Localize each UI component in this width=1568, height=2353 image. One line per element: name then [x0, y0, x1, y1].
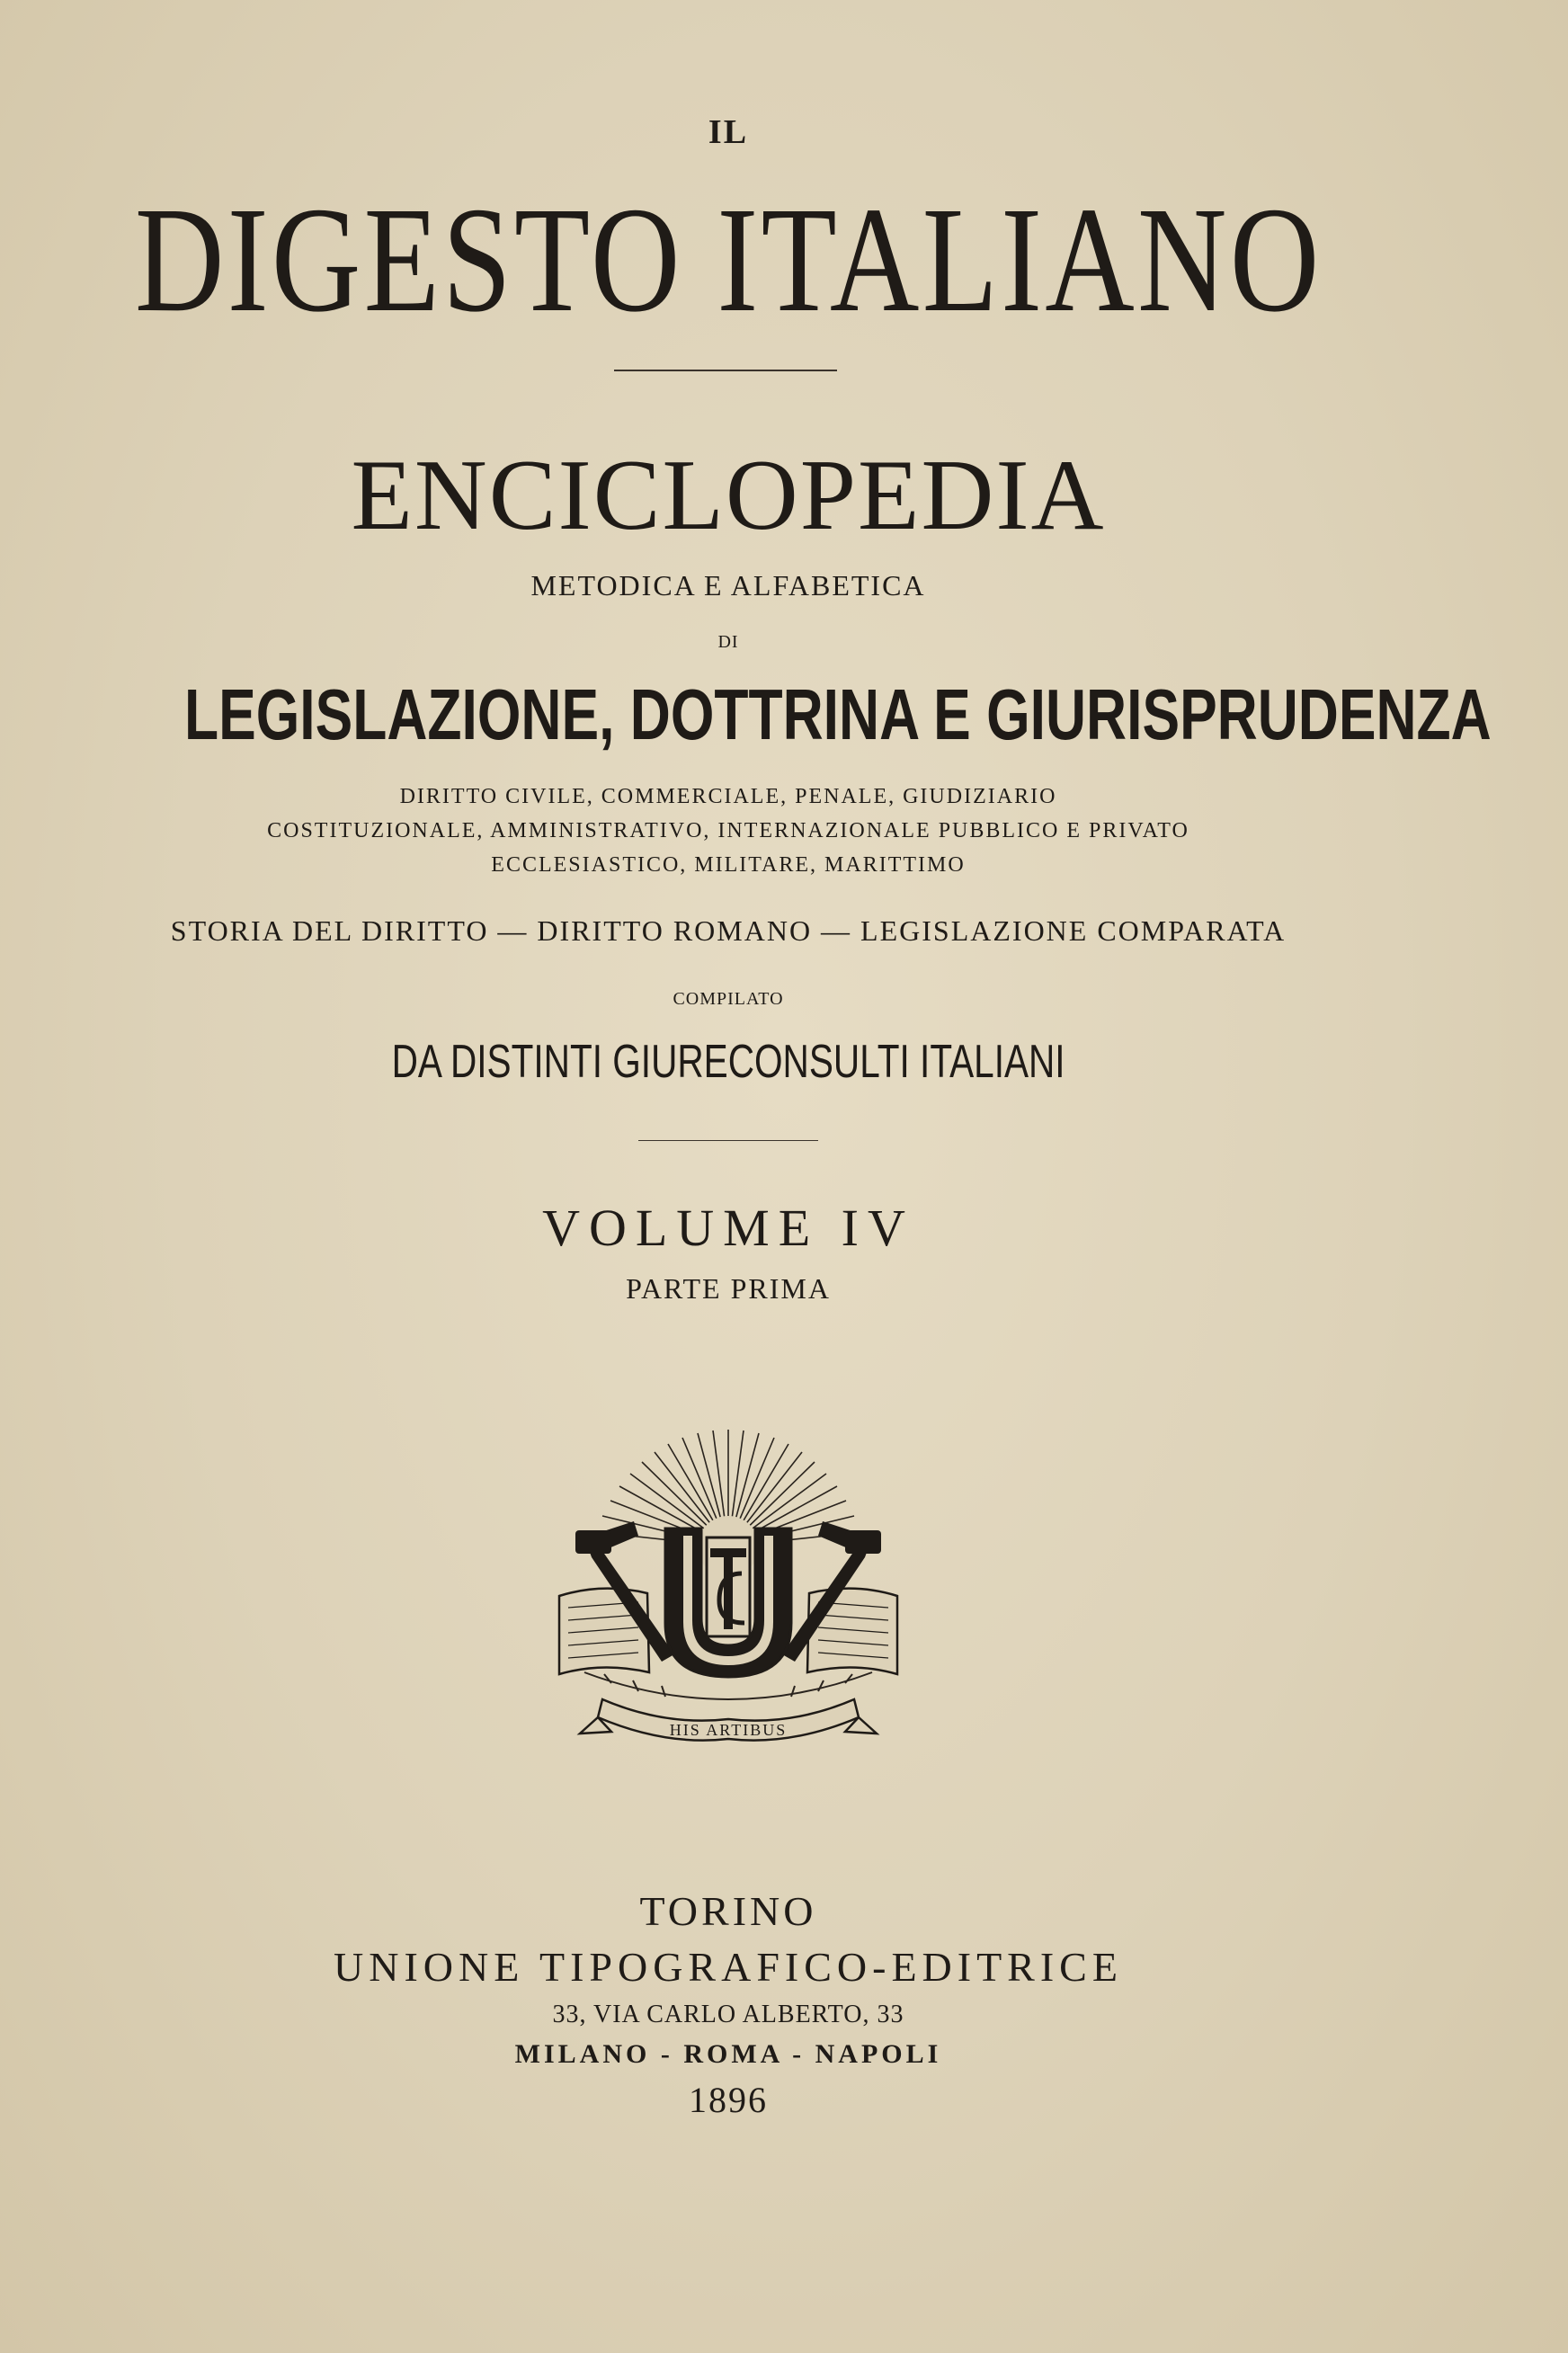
volume-part: PARTE PRIMA — [626, 1272, 831, 1305]
topics-line: STORIA DEL DIRITTO — DIRITTO ROMANO — LEGISLAZIONE COMPARATA — [170, 914, 1287, 947]
imprint-publisher: UNIONE TIPOGRAFICO-EDITRICE — [334, 1944, 1123, 1990]
subject-heading-text: LEGISLAZIONE, DOTTRINA E GIURISPRUDENZA — [184, 674, 1492, 754]
fields-line-2: COSTITUZIONALE, AMMINISTRATIVO, INTERNAZIONALE PUBBLICO E PRIVATO — [267, 819, 1189, 842]
imprint-city: TORINO — [639, 1888, 817, 1934]
main-title — [0, 176, 1457, 343]
volume-number: VOLUME IV — [542, 1199, 914, 1257]
title-article: IL — [708, 113, 749, 151]
svg-text:HIS ARTIBUS: HIS ARTIBUS — [669, 1721, 788, 1739]
publisher-device-emblem — [548, 1430, 908, 1762]
imprint-address: 33, VIA CARLO ALBERTO, 33 — [552, 2001, 904, 2028]
fields-line-3: ECCLESIASTICO, MILITARE, MARITTIMO — [491, 853, 966, 877]
monogram-initials — [665, 1529, 791, 1677]
fields-line-1: DIRITTO CIVILE, COMMERCIALE, PENALE, GIUDIZIARIO — [399, 785, 1057, 808]
divider-top — [614, 370, 837, 371]
preposition: DI — [717, 632, 739, 652]
compiled-by — [0, 1036, 1457, 1088]
compiled-label: COMPILATO — [673, 989, 784, 1009]
subtitle: ENCICLOPEDIA — [351, 440, 1106, 551]
subject-heading — [0, 674, 1492, 754]
divider-middle — [638, 1140, 818, 1141]
imprint-year: 1896 — [689, 2080, 768, 2120]
compiled-by-text: DA DISTINTI GIURECONSULTI ITALIANI — [391, 1036, 1065, 1088]
main-title-text: DIGESTO ITALIANO — [134, 176, 1323, 343]
imprint-branches: MILANO - ROMA - NAPOLI — [514, 2039, 942, 2069]
subtitle-line: METODICA E ALFABETICA — [530, 569, 926, 602]
